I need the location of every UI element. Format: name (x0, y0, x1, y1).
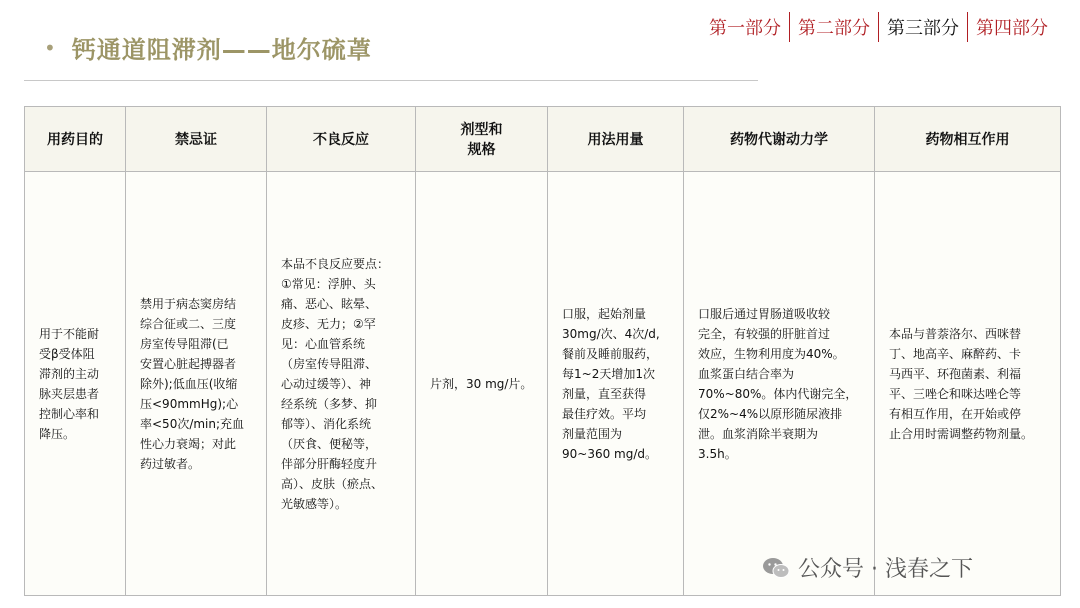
cell-usage-dosage: 口服，起始剂量 30mg/次、4次/d, 餐前及睡前服药， 每1~2天增加1次 剂量，直至获得 最佳疗效。平均 剂量范围为 90~360 mg/d。 (548, 172, 684, 596)
header-adverse-reactions: 不良反应 (267, 107, 416, 172)
title-underline (24, 80, 758, 81)
header-dosage-form: 剂型和 规格 (416, 107, 548, 172)
section-nav (701, 12, 1056, 42)
nav-part-4[interactable]: 第四部分 (976, 18, 1048, 39)
table-header-row (25, 107, 1061, 172)
cell-contraindications: 禁用于病态窦房结 综合征或二、三度 房室传导阻滞(已 安置心脏起搏器者 除外);低血压(收缩 压<90mmHg);心 率<50次/min;充血 性心力衰竭；对此 药过敏者。 (126, 172, 267, 596)
header-pharmacokinetics: 药物代谢动力学 (684, 107, 875, 172)
nav-part-1[interactable]: 第一部分 (709, 18, 781, 39)
cell-adverse-reactions: 本品不良反应要点： ①常见：浮肿、头 痛、恶心、眩晕、 皮疹、无力；②罕 见：心血管系统 （房室传导阻滞、 心动过缓等）、神 经系统（多梦、抑 郁等）、消化系统 （厌食、便秘等， 伴部分肝酶轻度升 高）、皮肤（瘀点、 光敏感等）。 (267, 172, 416, 596)
page-title: 钙通道阻滞剂——地尔硫䓬 (71, 36, 372, 64)
nav-part-2[interactable]: 第二部分 (798, 18, 870, 39)
header-purpose: 用药目的 (25, 107, 126, 172)
header-interactions: 药物相互作用 (875, 107, 1061, 172)
cell-pharmacokinetics: 口服后通过胃肠道吸收较 完全，有较强的肝脏首过 效应，生物利用度为40%。 血浆蛋白结合率为 70%~80%。体内代谢完全， 仅2%~4%以原形随尿液排 泄。血浆消除半衰期为 3.5h。 (684, 172, 875, 596)
table-row (25, 172, 1061, 596)
wechat-icon (762, 557, 790, 579)
cell-dosage-form: 片剂，30 mg/片。 (416, 172, 548, 596)
drug-info-table (24, 106, 1061, 596)
watermark (762, 552, 973, 583)
watermark-text: 公众号 · 浅春之下 (798, 557, 973, 582)
title-bullet: • (44, 35, 56, 60)
header-contraindications: 禁忌证 (126, 107, 267, 172)
title-area (44, 30, 372, 65)
cell-purpose: 用于不能耐 受β受体阻 滞剂的主动 脉夹层患者 控制心率和 降压。 (25, 172, 126, 596)
nav-part-3[interactable]: 第三部分 (887, 18, 959, 39)
header-usage-dosage: 用法用量 (548, 107, 684, 172)
cell-interactions: 本品与普萘洛尔、西咪替 丁、地高辛、麻醉药、卡 马西平、环孢菌素、利福 平、三唑仑和咪达唑仑等 有相互作用，在开始或停 止合用时需调整药物剂量。 (875, 172, 1061, 596)
